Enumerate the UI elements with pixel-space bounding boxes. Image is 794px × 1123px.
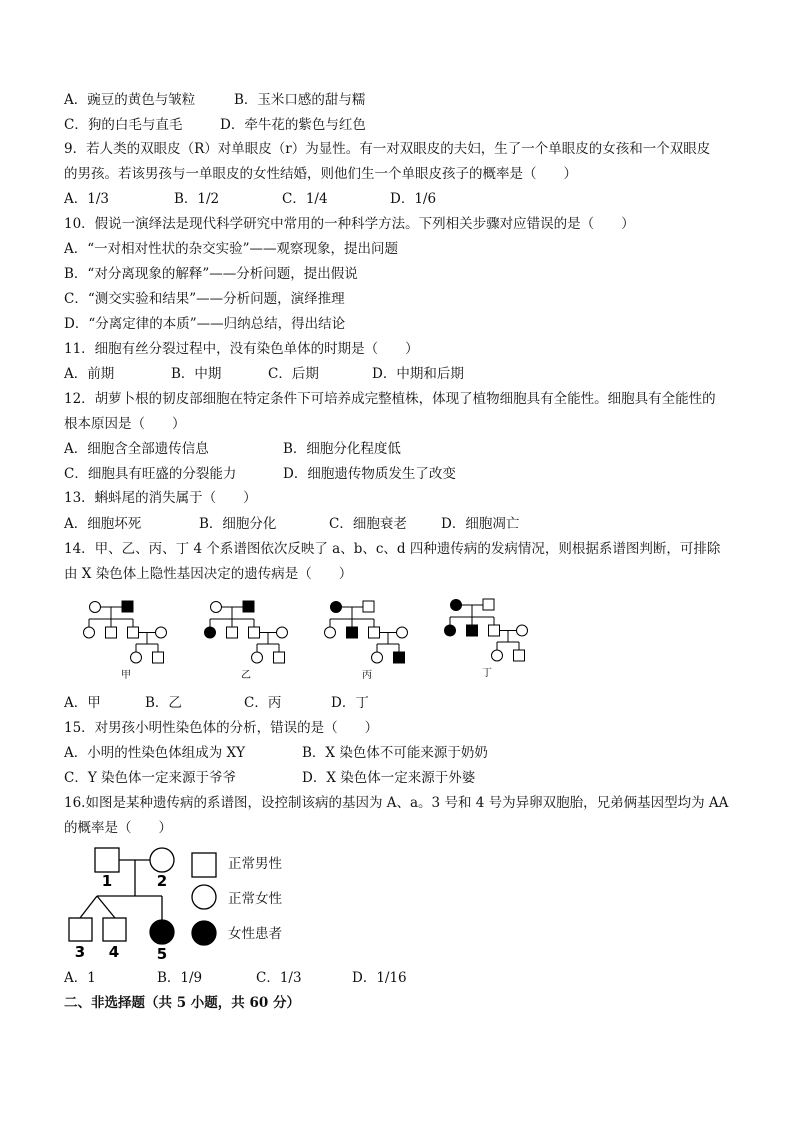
section2-heading: 二、非选择题（共 5 小题，共 60 分）: [64, 995, 300, 1011]
q10-option-a: A．“一对相对性状的杂交实验”——观察现象，提出问题: [64, 241, 399, 257]
q9-stem-line1: 9．若人类的双眼皮（R）对单眼皮（r）为显性。有一对双眼皮的夫妇，生了一个单眼皮的女孩和一个双眼皮: [64, 141, 711, 157]
q14-option-c: C．丙: [244, 695, 282, 711]
q12-option-c: C．细胞具有旺盛的分裂能力: [64, 466, 237, 482]
legend-normal-female-label: 正常女性: [228, 891, 282, 907]
q9-option-d: D．1/6: [390, 191, 437, 207]
q15-option-a: A．小明的性染色体组成为 XY: [64, 745, 246, 761]
q9-option-b: B．1/2: [174, 191, 220, 207]
q16-option-a: A．1: [64, 970, 96, 986]
q12-option-b: B．细胞分化程度低: [283, 441, 401, 457]
q16-pedigree-figure: [0, 840, 340, 965]
q10-option-d: D．“分离定律的本质”——归纳总结，得出结论: [64, 316, 346, 332]
q9-option-c: C．1/4: [282, 191, 328, 207]
q12-option-d: D．细胞遗传物质发生了改变: [283, 466, 456, 482]
legend-normal-male-icon: [192, 853, 216, 877]
q16-option-d: D．1/16: [352, 970, 407, 986]
q8-option-d: D．牵牛花的紫色与红色: [220, 117, 366, 133]
legend-normal-male-label: 正常男性: [228, 856, 282, 872]
pedigree-label-jia: 甲: [121, 670, 131, 681]
pedigree-label-yi: 乙: [241, 670, 251, 681]
q16-stem-line2: 的概率是（ ）: [64, 820, 172, 836]
individual-1-label: 1: [101, 872, 113, 890]
q14-stem-line2: 由 X 染色体上隐性基因决定的遗传病是（ ）: [64, 566, 353, 582]
pedigree-ding: [445, 599, 528, 661]
legend-affected-female-label: 女性患者: [228, 926, 282, 942]
pedigree-bing: [325, 601, 408, 663]
q10-option-b: B．“对分离现象的解释”——分析问题，提出假说: [64, 266, 358, 282]
q15-option-d: D．X 染色体一定来源于外婆: [302, 770, 476, 786]
q13-option-c: C．细胞衰老: [329, 516, 407, 532]
q11-stem: 11．细胞有丝分裂过程中，没有染色单体的时期是（ ）: [64, 341, 419, 357]
q13-option-a: A．细胞坏死: [64, 516, 142, 532]
q14-stem-line1: 14．甲、乙、丙、丁 4 个系谱图依次反映了 a、b、c、d 四种遗传病的发病情况，则根据系谱图判断，可排除: [64, 541, 721, 557]
q11-option-d: D．中期和后期: [372, 366, 464, 382]
q14-option-a: A．甲: [64, 695, 101, 711]
q13-option-d: D．细胞凋亡: [441, 516, 520, 532]
q10-stem: 10．假说一演绎法是现代科学研究中常用的一种科学方法。下列相关步骤对应错误的是（ ）: [64, 216, 635, 232]
q12-option-a: A．细胞含全部遗传信息: [64, 441, 209, 457]
q12-stem-line1: 12．胡萝卜根的韧皮部细胞在特定条件下可培养成完整植株，体现了植物细胞具有全能性。细胞具有全能性的: [64, 391, 716, 407]
q14-option-b: B．乙: [145, 695, 182, 711]
q8-option-a: A．豌豆的黄色与皱粒: [64, 92, 196, 108]
q10-option-c: C．“测交实验和结果”——分析问题，演绎推理: [64, 291, 345, 307]
q15-stem: 15．对男孩小明性染色体的分析，错误的是（ ）: [64, 720, 379, 736]
q8-option-c: C．狗的白毛与直毛: [64, 117, 183, 133]
individual-3-label: 3: [74, 943, 86, 961]
individual-5-label: 5: [156, 945, 168, 963]
q11-option-a: A．前期: [64, 366, 115, 382]
q16-option-b: B．1/9: [157, 970, 203, 986]
pedigree-label-ding: 丁: [482, 668, 492, 679]
q16-stem-line1: 16.如图是某种遗传病的系谱图，设控制该病的基因为 A、a。3 号和 4 号为异卵双胞胎，兄弟俩基因型均为 AA: [64, 795, 729, 811]
q13-stem: 13．蝌蚪尾的消失属于（ ）: [64, 490, 257, 506]
q11-option-c: C．后期: [268, 366, 319, 382]
q15-option-c: C．Y 染色体一定来源于爷爷: [64, 770, 237, 786]
pedigree-jia: [84, 601, 167, 663]
q9-option-a: A．1/3: [64, 191, 109, 207]
individual-4-label: 4: [108, 943, 120, 961]
q14-option-d: D．丁: [331, 695, 369, 711]
legend-affected-female-icon: [192, 921, 216, 945]
pedigree-label-bing: 丙: [362, 670, 372, 681]
q16-option-c: C．1/3: [256, 970, 302, 986]
q12-stem-line2: 根本原因是（ ）: [64, 416, 186, 432]
q15-option-b: B．X 染色体不可能来源于奶奶: [302, 745, 488, 761]
q9-stem-line2: 的男孩。若该男孩与一单眼皮的女性结婚，则他们生一个单眼皮孩子的概率是（ ）: [64, 166, 577, 182]
pedigree-yi: [205, 601, 288, 663]
q13-option-b: B．细胞分化: [199, 516, 277, 532]
q8-option-b: B．玉米口感的甜与糯: [234, 92, 366, 108]
individual-2-label: 2: [156, 872, 168, 890]
legend-normal-female-icon: [192, 885, 216, 909]
q11-option-b: B．中期: [171, 366, 222, 382]
q14-pedigree-figure: [0, 590, 794, 685]
